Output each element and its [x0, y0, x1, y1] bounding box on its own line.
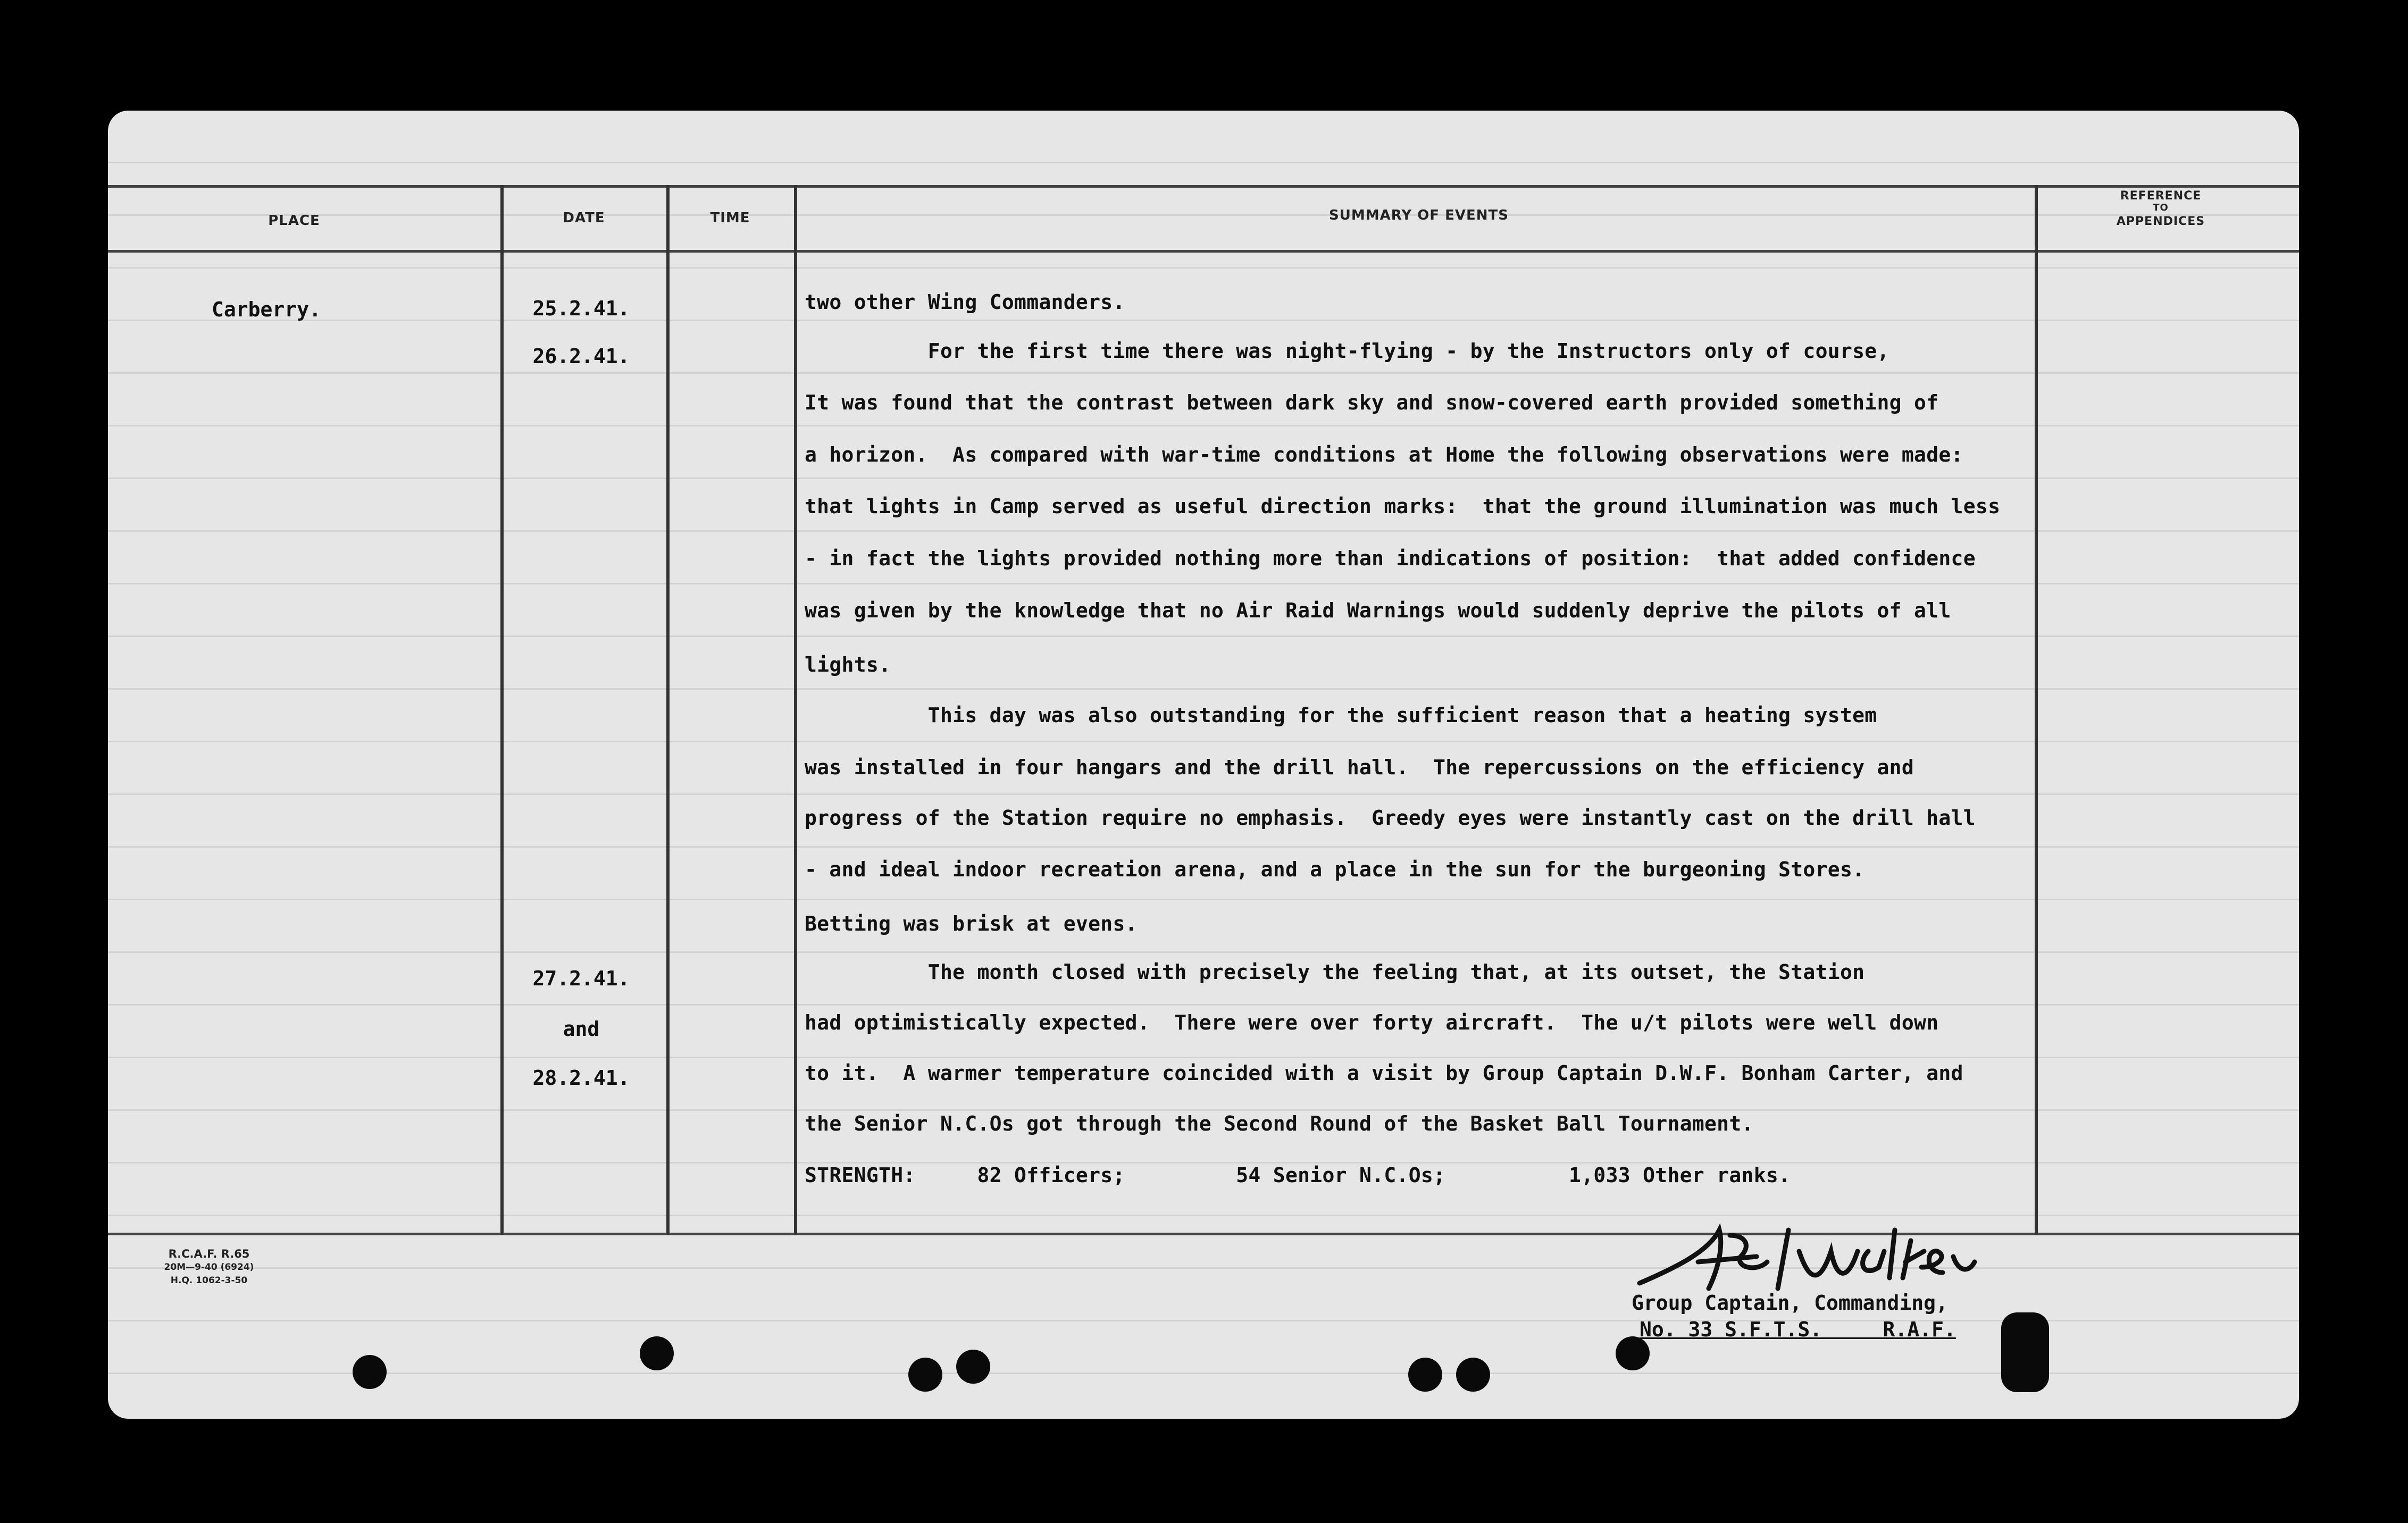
diary-card: [108, 111, 2299, 1419]
punch-hole: [1408, 1358, 1442, 1392]
date-entry: 25.2.41.: [532, 297, 630, 320]
summary-line: lights.: [805, 653, 891, 676]
summary-line: - and ideal indoor recreation arena, and a place in the sun for the burgeoning Stores.: [805, 858, 1865, 881]
header-summary: SUMMARY OF EVENTS: [1329, 207, 1509, 223]
divider-date-time: [666, 185, 670, 1235]
summary-line: This day was also outstanding for the sufficient reason that a heating system: [805, 704, 1877, 727]
divider-summary-reference: [2035, 185, 2038, 1235]
header-time: TIME: [710, 210, 750, 226]
punch-hole: [2001, 1312, 2049, 1392]
punch-hole: [908, 1358, 942, 1392]
signature-unit: No. 33 S.F.T.S. R.A.F.: [1640, 1318, 1956, 1341]
place-entry: Carberry.: [212, 298, 321, 321]
summary-line: The month closed with precisely the feeling that, at its outset, the Station: [805, 960, 1865, 984]
form-reference-line: 20M—9-40 (6924): [164, 1262, 254, 1273]
summary-line: For the first time there was night-flying - by the Instructors only of course,: [805, 339, 1889, 363]
punch-hole: [956, 1350, 990, 1384]
summary-line: It was found that the contrast between dark sky and snow-covered earth provided something of: [805, 391, 1939, 414]
summary-line: to it. A warmer temperature coincided with a visit by Group Captain D.W.F. Bonham Carter, and: [805, 1061, 1963, 1085]
summary-line: STRENGTH: 82 Officers; 54 Senior N.C.Os; 1,033 Other ranks.: [805, 1164, 1791, 1187]
summary-line: that lights in Camp served as useful direction marks: that the ground illumination was much less: [805, 495, 2001, 518]
signature-title: Group Captain, Commanding,: [1632, 1291, 1948, 1315]
header-place: PLACE: [268, 213, 320, 229]
summary-line: a horizon. As compared with war-time conditions at Home the following observations were made:: [805, 443, 1963, 466]
header-date: DATE: [563, 210, 605, 226]
handwritten-signature: [1634, 1219, 2038, 1299]
summary-line: - in fact the lights provided nothing more than indications of position: that added confidence: [805, 547, 1976, 570]
header-bottom-rule: [108, 250, 2299, 253]
punch-hole: [1616, 1336, 1650, 1370]
punch-hole: [353, 1355, 387, 1389]
summary-line: the Senior N.C.Os got through the Second Round of the Basket Ball Tournament.: [805, 1112, 1754, 1135]
form-reference-line: H.Q. 1062-3-50: [170, 1275, 248, 1286]
summary-line: Betting was brisk at evens.: [805, 912, 1138, 935]
date-entry: 27.2.41.: [532, 967, 630, 990]
punch-hole: [640, 1336, 674, 1370]
form-reference: [156, 1248, 262, 1287]
header-reference-appendices: APPENDICES: [2116, 215, 2205, 228]
header-reference: REFERENCE: [2120, 189, 2202, 203]
date-entry: and: [563, 1017, 600, 1041]
header-reference-to: TO: [2153, 202, 2169, 213]
header-top-rule: [108, 185, 2299, 188]
summary-line: progress of the Station require no emphasis. Greedy eyes were instantly cast on the drill hall: [805, 806, 1976, 830]
summary-line: had optimistically expected. There were over forty aircraft. The u/t pilots were well down: [805, 1011, 1939, 1034]
date-entry: 26.2.41.: [532, 345, 630, 368]
summary-line: was given by the knowledge that no Air Raid Warnings would suddenly deprive the pilots of all: [805, 599, 1951, 622]
form-reference-line: R.C.A.F. R.65: [168, 1248, 250, 1260]
date-entry: 28.2.41.: [532, 1066, 630, 1090]
divider-time-summary: [794, 185, 797, 1235]
punch-hole: [1456, 1358, 1490, 1392]
summary-line: two other Wing Commanders.: [805, 290, 1125, 314]
summary-line: was installed in four hangars and the drill hall. The repercussions on the efficiency and: [805, 756, 1914, 779]
